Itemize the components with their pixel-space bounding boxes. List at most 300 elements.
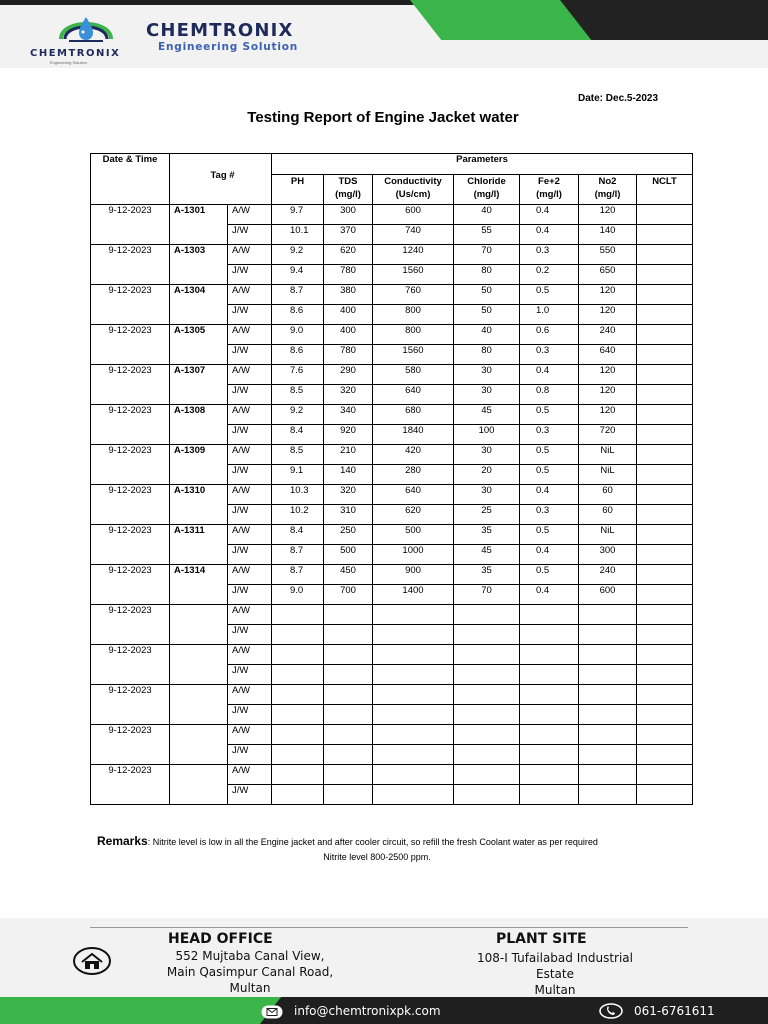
cell-nclt <box>637 325 693 345</box>
cell-water-type: A/W <box>228 245 272 265</box>
cell-chloride: 80 <box>454 265 520 285</box>
cell-nclt <box>637 425 693 445</box>
footer-green-stripe <box>0 997 281 1024</box>
cell-no2: 120 <box>579 385 637 405</box>
plant-site-title: PLANT SITE <box>496 931 587 947</box>
cell-conductivity <box>373 745 454 765</box>
cell-tds: 400 <box>324 305 373 325</box>
cell-date: 9-12-2023 <box>91 285 170 325</box>
cell-nclt <box>637 565 693 585</box>
cell-date: 9-12-2023 <box>91 445 170 485</box>
table-row <box>91 645 693 665</box>
cell-tds: 310 <box>324 505 373 525</box>
cell-no2: 600 <box>579 585 637 605</box>
cell-ph: 8.7 <box>272 545 324 565</box>
cell-ph: 10.1 <box>272 225 324 245</box>
cell-ph: 9.4 <box>272 265 324 285</box>
cell-nclt <box>637 785 693 805</box>
cell-conductivity: 1560 <box>373 345 454 365</box>
cell-ph <box>272 685 324 705</box>
cell-chloride: 80 <box>454 345 520 365</box>
cell-no2 <box>579 645 637 665</box>
cell-nclt <box>637 645 693 665</box>
cell-conductivity <box>373 705 454 725</box>
cell-tds <box>324 645 373 665</box>
remarks-label: Remarks <box>97 834 148 848</box>
cell-date: 9-12-2023 <box>91 565 170 605</box>
cell-fe: 0.6 <box>520 325 579 345</box>
cell-tds: 450 <box>324 565 373 585</box>
cell-conductivity: 680 <box>373 405 454 425</box>
logo-tagline: Engineering Solution <box>50 60 87 65</box>
cell-fe: 0.5 <box>520 285 579 305</box>
cell-ph: 9.0 <box>272 325 324 345</box>
header-tds-unit: (mg/l) <box>335 189 361 200</box>
cell-water-type: A/W <box>228 685 272 705</box>
table-row <box>91 365 693 385</box>
cell-nclt <box>637 625 693 645</box>
cell-water-type: A/W <box>228 485 272 505</box>
cell-fe <box>520 745 579 765</box>
header-nclt <box>637 175 693 205</box>
cell-chloride: 55 <box>454 225 520 245</box>
cell-conductivity: 620 <box>373 505 454 525</box>
cell-water-type: J/W <box>228 505 272 525</box>
cell-conductivity <box>373 605 454 625</box>
cell-no2: 120 <box>579 285 637 305</box>
cell-fe <box>520 685 579 705</box>
cell-tag: A-1314 <box>170 565 228 605</box>
cell-conductivity: 500 <box>373 525 454 545</box>
cell-conductivity <box>373 785 454 805</box>
cell-chloride: 40 <box>454 325 520 345</box>
cell-tds <box>324 765 373 785</box>
cell-no2: 140 <box>579 225 637 245</box>
report-title-text: Testing Report of Engine Jacket water <box>247 109 519 126</box>
cell-date: 9-12-2023 <box>91 525 170 565</box>
header-conductivity <box>373 175 454 205</box>
cell-fe: 0.4 <box>520 225 579 245</box>
cell-date: 9-12-2023 <box>91 725 170 765</box>
cell-date: 9-12-2023 <box>91 245 170 285</box>
cell-water-type: A/W <box>228 325 272 345</box>
cell-tds <box>324 685 373 705</box>
cell-no2 <box>579 765 637 785</box>
cell-nclt <box>637 285 693 305</box>
cell-tds <box>324 705 373 725</box>
header-chloride-unit: (mg/l) <box>473 189 500 200</box>
cell-no2: 120 <box>579 205 637 225</box>
cell-chloride <box>454 705 520 725</box>
cell-tag: A-1307 <box>170 365 228 405</box>
mail-icon <box>261 1005 283 1019</box>
plant-site-line-1: 108-I Tufailabad Industrial <box>477 951 633 965</box>
cell-fe: 0.4 <box>520 485 579 505</box>
cell-nclt <box>637 205 693 225</box>
cell-fe <box>520 705 579 725</box>
header-conductivity-label: Conductivity <box>384 176 442 187</box>
cell-water-type: J/W <box>228 345 272 365</box>
cell-tag: A-1303 <box>170 245 228 285</box>
cell-no2: 720 <box>579 425 637 445</box>
cell-no2: NiL <box>579 525 637 545</box>
phone-icon <box>599 1003 623 1019</box>
cell-no2: NiL <box>579 465 637 485</box>
cell-tds: 920 <box>324 425 373 445</box>
cell-ph: 8.6 <box>272 305 324 325</box>
contact-email[interactable]: info@chemtronixpk.com <box>294 1004 441 1018</box>
cell-tds: 300 <box>324 205 373 225</box>
cell-tds <box>324 665 373 685</box>
cell-conductivity: 1240 <box>373 245 454 265</box>
cell-fe <box>520 725 579 745</box>
cell-chloride: 100 <box>454 425 520 445</box>
cell-no2 <box>579 705 637 725</box>
cell-fe: 0.5 <box>520 565 579 585</box>
cell-ph <box>272 645 324 665</box>
cell-no2: 550 <box>579 245 637 265</box>
cell-water-type: J/W <box>228 545 272 565</box>
cell-fe: 0.5 <box>520 445 579 465</box>
cell-chloride <box>454 625 520 645</box>
cell-no2 <box>579 625 637 645</box>
cell-chloride: 70 <box>454 245 520 265</box>
cell-tds: 250 <box>324 525 373 545</box>
cell-ph <box>272 745 324 765</box>
cell-no2 <box>579 785 637 805</box>
header-fe <box>520 175 579 205</box>
cell-chloride <box>454 605 520 625</box>
cell-tds: 780 <box>324 345 373 365</box>
cell-tag <box>170 685 228 725</box>
cell-fe: 1.0 <box>520 305 579 325</box>
header-dark-stripe <box>560 0 768 40</box>
header-ph-label: PH <box>290 176 305 187</box>
cell-conductivity: 800 <box>373 325 454 345</box>
contact-phone[interactable]: 061-6761611 <box>634 1004 715 1018</box>
cell-no2: 640 <box>579 345 637 365</box>
header-no2-label: No2 <box>598 176 617 187</box>
cell-no2 <box>579 725 637 745</box>
cell-tag: A-1301 <box>170 205 228 245</box>
report-date: Date: Dec.5-2023 <box>578 93 659 104</box>
cell-nclt <box>637 665 693 685</box>
cell-fe: 0.3 <box>520 505 579 525</box>
header-no2-unit: (mg/l) <box>594 189 621 200</box>
cell-nclt <box>637 765 693 785</box>
cell-ph <box>272 625 324 645</box>
head-office-title: HEAD OFFICE <box>168 931 273 947</box>
table-row <box>91 325 693 345</box>
cell-no2: 120 <box>579 365 637 385</box>
cell-chloride: 20 <box>454 465 520 485</box>
header-conductivity-unit: (Us/cm) <box>395 189 431 200</box>
cell-conductivity: 1000 <box>373 545 454 565</box>
footer-contact-bar <box>0 997 768 1024</box>
letterhead-footer <box>0 918 768 1024</box>
cell-no2: 240 <box>579 565 637 585</box>
cell-fe: 0.5 <box>520 405 579 425</box>
plant-site-line-2: Estate <box>536 967 574 981</box>
home-icon <box>72 946 112 976</box>
cell-conductivity: 280 <box>373 465 454 485</box>
table-row <box>91 525 693 545</box>
header-chloride-label: Chloride <box>467 176 506 187</box>
cell-fe <box>520 765 579 785</box>
cell-conductivity: 600 <box>373 205 454 225</box>
cell-no2: 240 <box>579 325 637 345</box>
cell-conductivity <box>373 645 454 665</box>
cell-tds: 210 <box>324 445 373 465</box>
cell-tds: 140 <box>324 465 373 485</box>
cell-chloride <box>454 665 520 685</box>
cell-nclt <box>637 525 693 545</box>
cell-chloride <box>454 645 520 665</box>
cell-conductivity: 420 <box>373 445 454 465</box>
cell-ph: 10.2 <box>272 505 324 525</box>
header-tag: Tag # <box>170 154 272 205</box>
letterhead-header <box>0 0 768 68</box>
brand-name: CHEMTRONIX <box>146 20 294 41</box>
cell-ph: 8.7 <box>272 285 324 305</box>
cell-chloride: 30 <box>454 485 520 505</box>
cell-nclt <box>637 745 693 765</box>
logo-icon <box>55 9 117 49</box>
cell-nclt <box>637 305 693 325</box>
cell-water-type: J/W <box>228 265 272 285</box>
cell-chloride: 45 <box>454 405 520 425</box>
cell-tds: 400 <box>324 325 373 345</box>
cell-ph: 9.2 <box>272 405 324 425</box>
cell-no2: 60 <box>579 505 637 525</box>
cell-no2: NiL <box>579 445 637 465</box>
cell-water-type: A/W <box>228 645 272 665</box>
cell-ph <box>272 725 324 745</box>
cell-no2: 300 <box>579 545 637 565</box>
logo-wordmark: CHEMTRONIX <box>30 48 121 59</box>
cell-fe: 0.4 <box>520 365 579 385</box>
cell-date: 9-12-2023 <box>91 405 170 445</box>
cell-no2 <box>579 665 637 685</box>
cell-conductivity: 1400 <box>373 585 454 605</box>
cell-fe: 0.3 <box>520 245 579 265</box>
cell-ph: 10.3 <box>272 485 324 505</box>
cell-water-type: A/W <box>228 445 272 465</box>
cell-nclt <box>637 225 693 245</box>
header-fe-label: Fe+2 <box>538 176 560 187</box>
cell-ph: 8.4 <box>272 425 324 445</box>
cell-tag <box>170 645 228 685</box>
table-row <box>91 405 693 425</box>
cell-water-type: A/W <box>228 285 272 305</box>
remarks <box>97 834 697 865</box>
cell-ph: 9.0 <box>272 585 324 605</box>
cell-nclt <box>637 385 693 405</box>
header-tds <box>324 175 373 205</box>
cell-tds: 320 <box>324 485 373 505</box>
cell-ph: 9.7 <box>272 205 324 225</box>
cell-no2 <box>579 685 637 705</box>
cell-tds <box>324 725 373 745</box>
cell-chloride <box>454 685 520 705</box>
cell-fe: 0.4 <box>520 585 579 605</box>
cell-tds: 780 <box>324 265 373 285</box>
cell-tag: A-1309 <box>170 445 228 485</box>
cell-nclt <box>637 465 693 485</box>
cell-fe <box>520 625 579 645</box>
cell-nclt <box>637 405 693 425</box>
table-row <box>91 205 693 225</box>
cell-conductivity: 760 <box>373 285 454 305</box>
cell-conductivity <box>373 625 454 645</box>
cell-nclt <box>637 265 693 285</box>
cell-nclt <box>637 485 693 505</box>
cell-fe <box>520 665 579 685</box>
cell-fe: 0.4 <box>520 205 579 225</box>
cell-chloride: 45 <box>454 545 520 565</box>
plant-site-line-3: Multan <box>534 983 576 997</box>
cell-tds <box>324 625 373 645</box>
cell-water-type: A/W <box>228 205 272 225</box>
cell-chloride <box>454 725 520 745</box>
cell-fe: 0.2 <box>520 265 579 285</box>
cell-tds <box>324 785 373 805</box>
cell-tag <box>170 765 228 805</box>
cell-chloride: 50 <box>454 305 520 325</box>
cell-chloride <box>454 745 520 765</box>
cell-ph <box>272 785 324 805</box>
cell-date: 9-12-2023 <box>91 765 170 805</box>
cell-nclt <box>637 345 693 365</box>
cell-tds: 700 <box>324 585 373 605</box>
cell-chloride <box>454 785 520 805</box>
cell-water-type: A/W <box>228 565 272 585</box>
cell-tds: 340 <box>324 405 373 425</box>
table-row <box>91 725 693 745</box>
cell-water-type: J/W <box>228 625 272 645</box>
cell-conductivity: 740 <box>373 225 454 245</box>
cell-tds: 620 <box>324 245 373 265</box>
cell-water-type: J/W <box>228 425 272 445</box>
cell-conductivity: 1840 <box>373 425 454 445</box>
table-row <box>91 245 693 265</box>
cell-chloride: 30 <box>454 365 520 385</box>
brand-tagline: Engineering Solution <box>158 41 299 53</box>
cell-conductivity: 640 <box>373 485 454 505</box>
cell-no2: 120 <box>579 305 637 325</box>
cell-conductivity <box>373 685 454 705</box>
cell-nclt <box>637 365 693 385</box>
report-title <box>0 109 768 126</box>
cell-ph: 8.5 <box>272 445 324 465</box>
header-date-time: Date & Time <box>91 154 170 205</box>
cell-fe: 0.3 <box>520 345 579 365</box>
cell-conductivity <box>373 665 454 685</box>
cell-water-type: J/W <box>228 745 272 765</box>
cell-water-type: J/W <box>228 705 272 725</box>
cell-tds: 290 <box>324 365 373 385</box>
cell-tag <box>170 605 228 645</box>
cell-nclt <box>637 505 693 525</box>
remarks-line-1 <box>97 834 697 850</box>
header-tds-label: TDS <box>338 176 358 187</box>
cell-tag: A-1308 <box>170 405 228 445</box>
cell-chloride: 40 <box>454 205 520 225</box>
cell-fe: 0.8 <box>520 385 579 405</box>
cell-water-type: J/W <box>228 585 272 605</box>
cell-date: 9-12-2023 <box>91 205 170 245</box>
cell-no2: 120 <box>579 405 637 425</box>
cell-ph: 8.5 <box>272 385 324 405</box>
header-fe-unit: (mg/l) <box>536 189 562 200</box>
cell-nclt <box>637 245 693 265</box>
cell-water-type: J/W <box>228 465 272 485</box>
head-office-line-2: Main Qasimpur Canal Road, <box>166 965 334 979</box>
cell-nclt <box>637 445 693 465</box>
cell-nclt <box>637 705 693 725</box>
cell-tds <box>324 605 373 625</box>
cell-tds: 370 <box>324 225 373 245</box>
cell-no2 <box>579 605 637 625</box>
cell-water-type: A/W <box>228 605 272 625</box>
table-row <box>91 605 693 625</box>
remarks-text-1: : Nitrite level is low in all the Engine jacket and after cooler circuit, so refill the fresh Coolant water as per required <box>147 837 598 847</box>
cell-tds: 320 <box>324 385 373 405</box>
cell-water-type: A/W <box>228 725 272 745</box>
header-parameters: Parameters <box>272 154 693 175</box>
cell-no2: 650 <box>579 265 637 285</box>
cell-water-type: A/W <box>228 405 272 425</box>
cell-fe <box>520 605 579 625</box>
remarks-line-2: Nitrite level 800-2500 ppm. <box>323 852 431 862</box>
cell-conductivity: 580 <box>373 365 454 385</box>
cell-date: 9-12-2023 <box>91 605 170 645</box>
cell-chloride: 30 <box>454 385 520 405</box>
table-row <box>91 445 693 465</box>
cell-fe: 0.4 <box>520 545 579 565</box>
cell-conductivity: 640 <box>373 385 454 405</box>
head-office-line-3: Multan <box>229 981 271 995</box>
cell-water-type: A/W <box>228 765 272 785</box>
cell-fe: 0.5 <box>520 525 579 545</box>
cell-nclt <box>637 685 693 705</box>
cell-conductivity: 900 <box>373 565 454 585</box>
cell-fe <box>520 645 579 665</box>
cell-tag: A-1310 <box>170 485 228 525</box>
cell-ph <box>272 605 324 625</box>
cell-tag: A-1311 <box>170 525 228 565</box>
cell-water-type: J/W <box>228 385 272 405</box>
cell-chloride: 30 <box>454 445 520 465</box>
cell-tag: A-1304 <box>170 285 228 325</box>
cell-tds: 380 <box>324 285 373 305</box>
cell-ph: 9.1 <box>272 465 324 485</box>
cell-chloride: 50 <box>454 285 520 305</box>
cell-chloride: 35 <box>454 565 520 585</box>
head-office-line-1: 552 Mujtaba Canal View, <box>175 949 325 963</box>
cell-tag <box>170 725 228 765</box>
cell-conductivity: 800 <box>373 305 454 325</box>
cell-fe <box>520 785 579 805</box>
water-test-table <box>90 153 693 805</box>
table-row <box>91 765 693 785</box>
header-chloride <box>454 175 520 205</box>
cell-no2 <box>579 745 637 765</box>
header-ph <box>272 175 324 205</box>
cell-date: 9-12-2023 <box>91 645 170 685</box>
cell-chloride: 25 <box>454 505 520 525</box>
footer-divider <box>90 927 688 928</box>
